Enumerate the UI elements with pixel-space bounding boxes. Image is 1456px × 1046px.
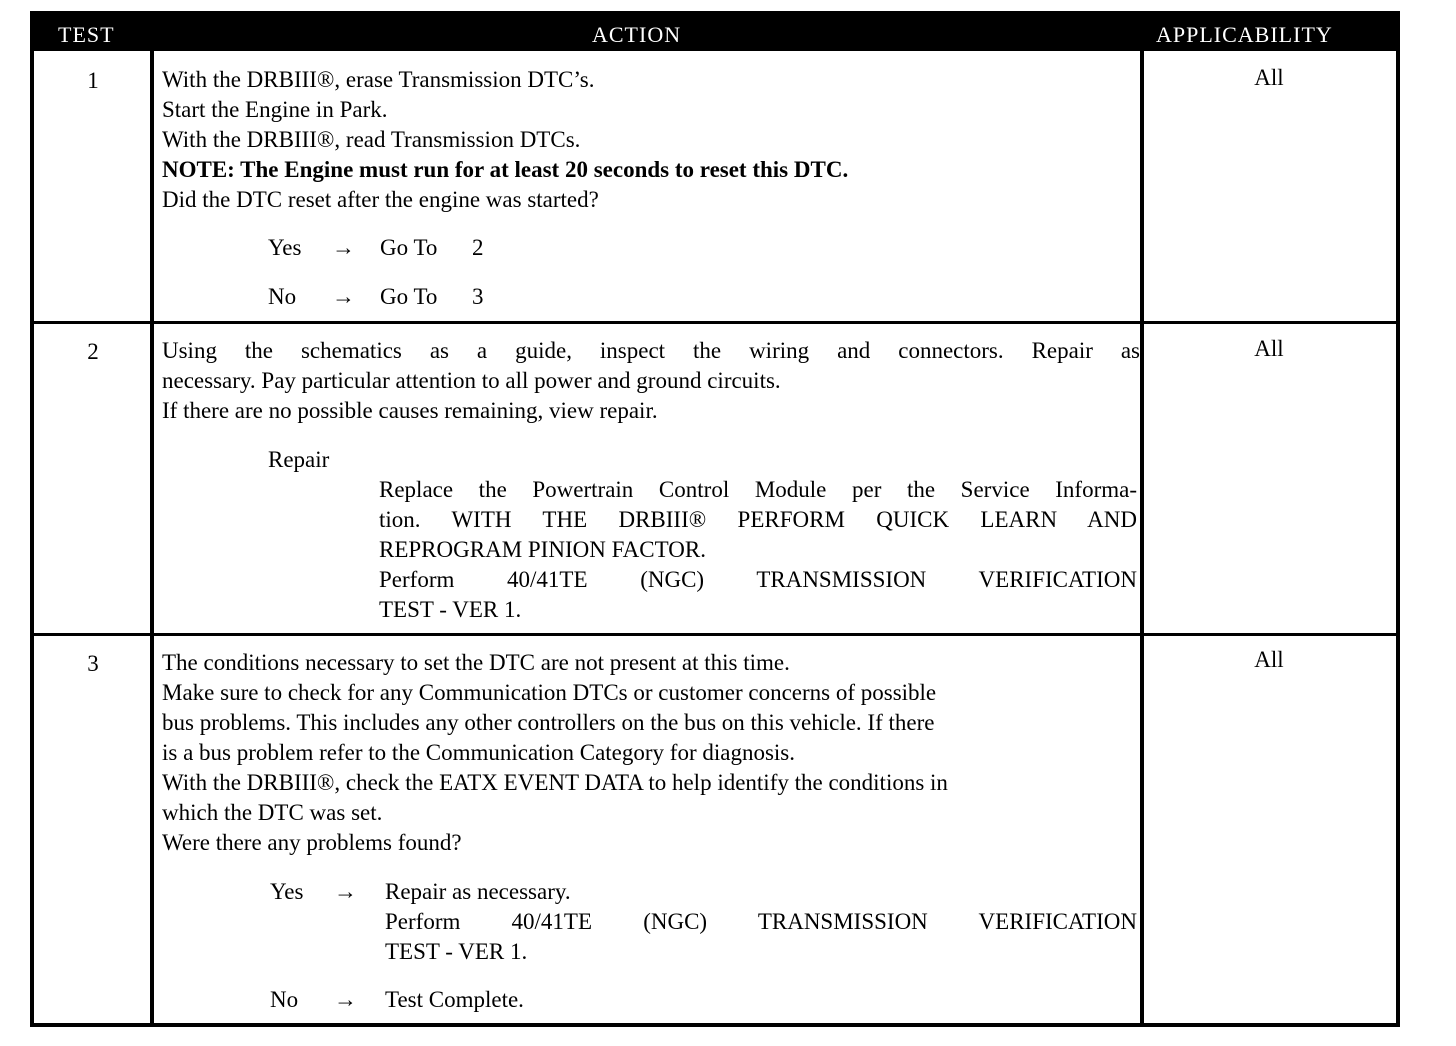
no-label: No (270, 987, 299, 1012)
action-line: Make sure to check for any Communication DTCs or customer concerns of possible (162, 680, 937, 705)
action-line: With the DRBIII®, check the EATX EVENT DATA to help identify the conditions in (162, 770, 948, 795)
yes-line: Perform 40/41TE (NGC) TRANSMISSION VERIFICATION (385, 909, 1137, 934)
applicability-value: All (1254, 336, 1284, 361)
column-divider-test (150, 51, 154, 1027)
yes-label: Yes (268, 235, 302, 260)
action-line: If there are no possible causes remaining, view repair. (162, 398, 658, 423)
action-line: Using the schematics as a guide, inspect the wiring and connectors. Repair as (162, 338, 1140, 363)
repair-line: tion. WITH THE DRBIII® PERFORM QUICK LEARN AND (379, 507, 1137, 532)
row-divider-1 (34, 321, 1396, 324)
arrow-right-icon: → (334, 987, 357, 1012)
no-action-text: Test Complete. (385, 987, 524, 1012)
no-label: No (268, 284, 297, 309)
goto-target: 2 (472, 235, 484, 260)
test-number: 2 (87, 339, 99, 364)
table-header (34, 15, 1396, 51)
action-line: Start the Engine in Park. (162, 97, 388, 122)
goto-label: Go To (380, 235, 438, 260)
action-line: is a bus problem refer to the Communication Category for diagnosis. (162, 740, 796, 765)
repair-line: Perform 40/41TE (NGC) TRANSMISSION VERIFICATION (379, 567, 1137, 592)
applicability-value: All (1254, 65, 1284, 90)
goto-target: 3 (472, 284, 484, 309)
repair-text (379, 475, 1137, 625)
action-line: With the DRBIII®, read Transmission DTCs. (162, 127, 581, 152)
arrow-right-icon: → (332, 235, 355, 260)
arrow-right-icon: → (332, 284, 355, 309)
applicability-value: All (1254, 647, 1284, 672)
goto-label: Go To (380, 284, 438, 309)
action-text (162, 65, 1140, 215)
action-line: necessary. Pay particular attention to all power and ground circuits. (162, 368, 781, 393)
repair-line: TEST - VER 1. (379, 597, 522, 622)
yes-line: Repair as necessary. (385, 879, 571, 904)
header-test: TEST (58, 22, 115, 47)
repair-line: Replace the Powertrain Control Module per the Service Informa- (379, 477, 1137, 502)
note-line: NOTE: The Engine must run for at least 20 seconds to reset this DTC. (162, 157, 849, 182)
action-line: With the DRBIII®, erase Transmission DTC’s. (162, 67, 595, 92)
test-number: 1 (87, 68, 99, 93)
header-applicability: APPLICABILITY (1156, 22, 1333, 47)
arrow-right-icon: → (334, 879, 357, 904)
yes-label: Yes (270, 879, 304, 904)
column-divider-applicability (1140, 51, 1144, 1027)
row-divider-2 (34, 633, 1396, 636)
action-line: which the DTC was set. (162, 800, 383, 825)
question-line: Did the DTC reset after the engine was started? (162, 187, 599, 212)
test-number: 3 (87, 651, 99, 676)
yes-action-text (385, 877, 1137, 967)
action-line: The conditions necessary to set the DTC are not present at this time. (162, 650, 790, 675)
question-line: Were there any problems found? (162, 830, 462, 855)
header-action: ACTION (592, 22, 682, 47)
action-text (162, 336, 1140, 426)
action-text (162, 648, 1140, 858)
action-line: bus problems. This includes any other controllers on the bus on this vehicle. If there (162, 710, 935, 735)
yes-line: TEST - VER 1. (385, 939, 528, 964)
repair-line: REPROGRAM PINION FACTOR. (379, 537, 706, 562)
diagnostic-test-table (30, 11, 1400, 1027)
repair-label: Repair (268, 447, 330, 472)
